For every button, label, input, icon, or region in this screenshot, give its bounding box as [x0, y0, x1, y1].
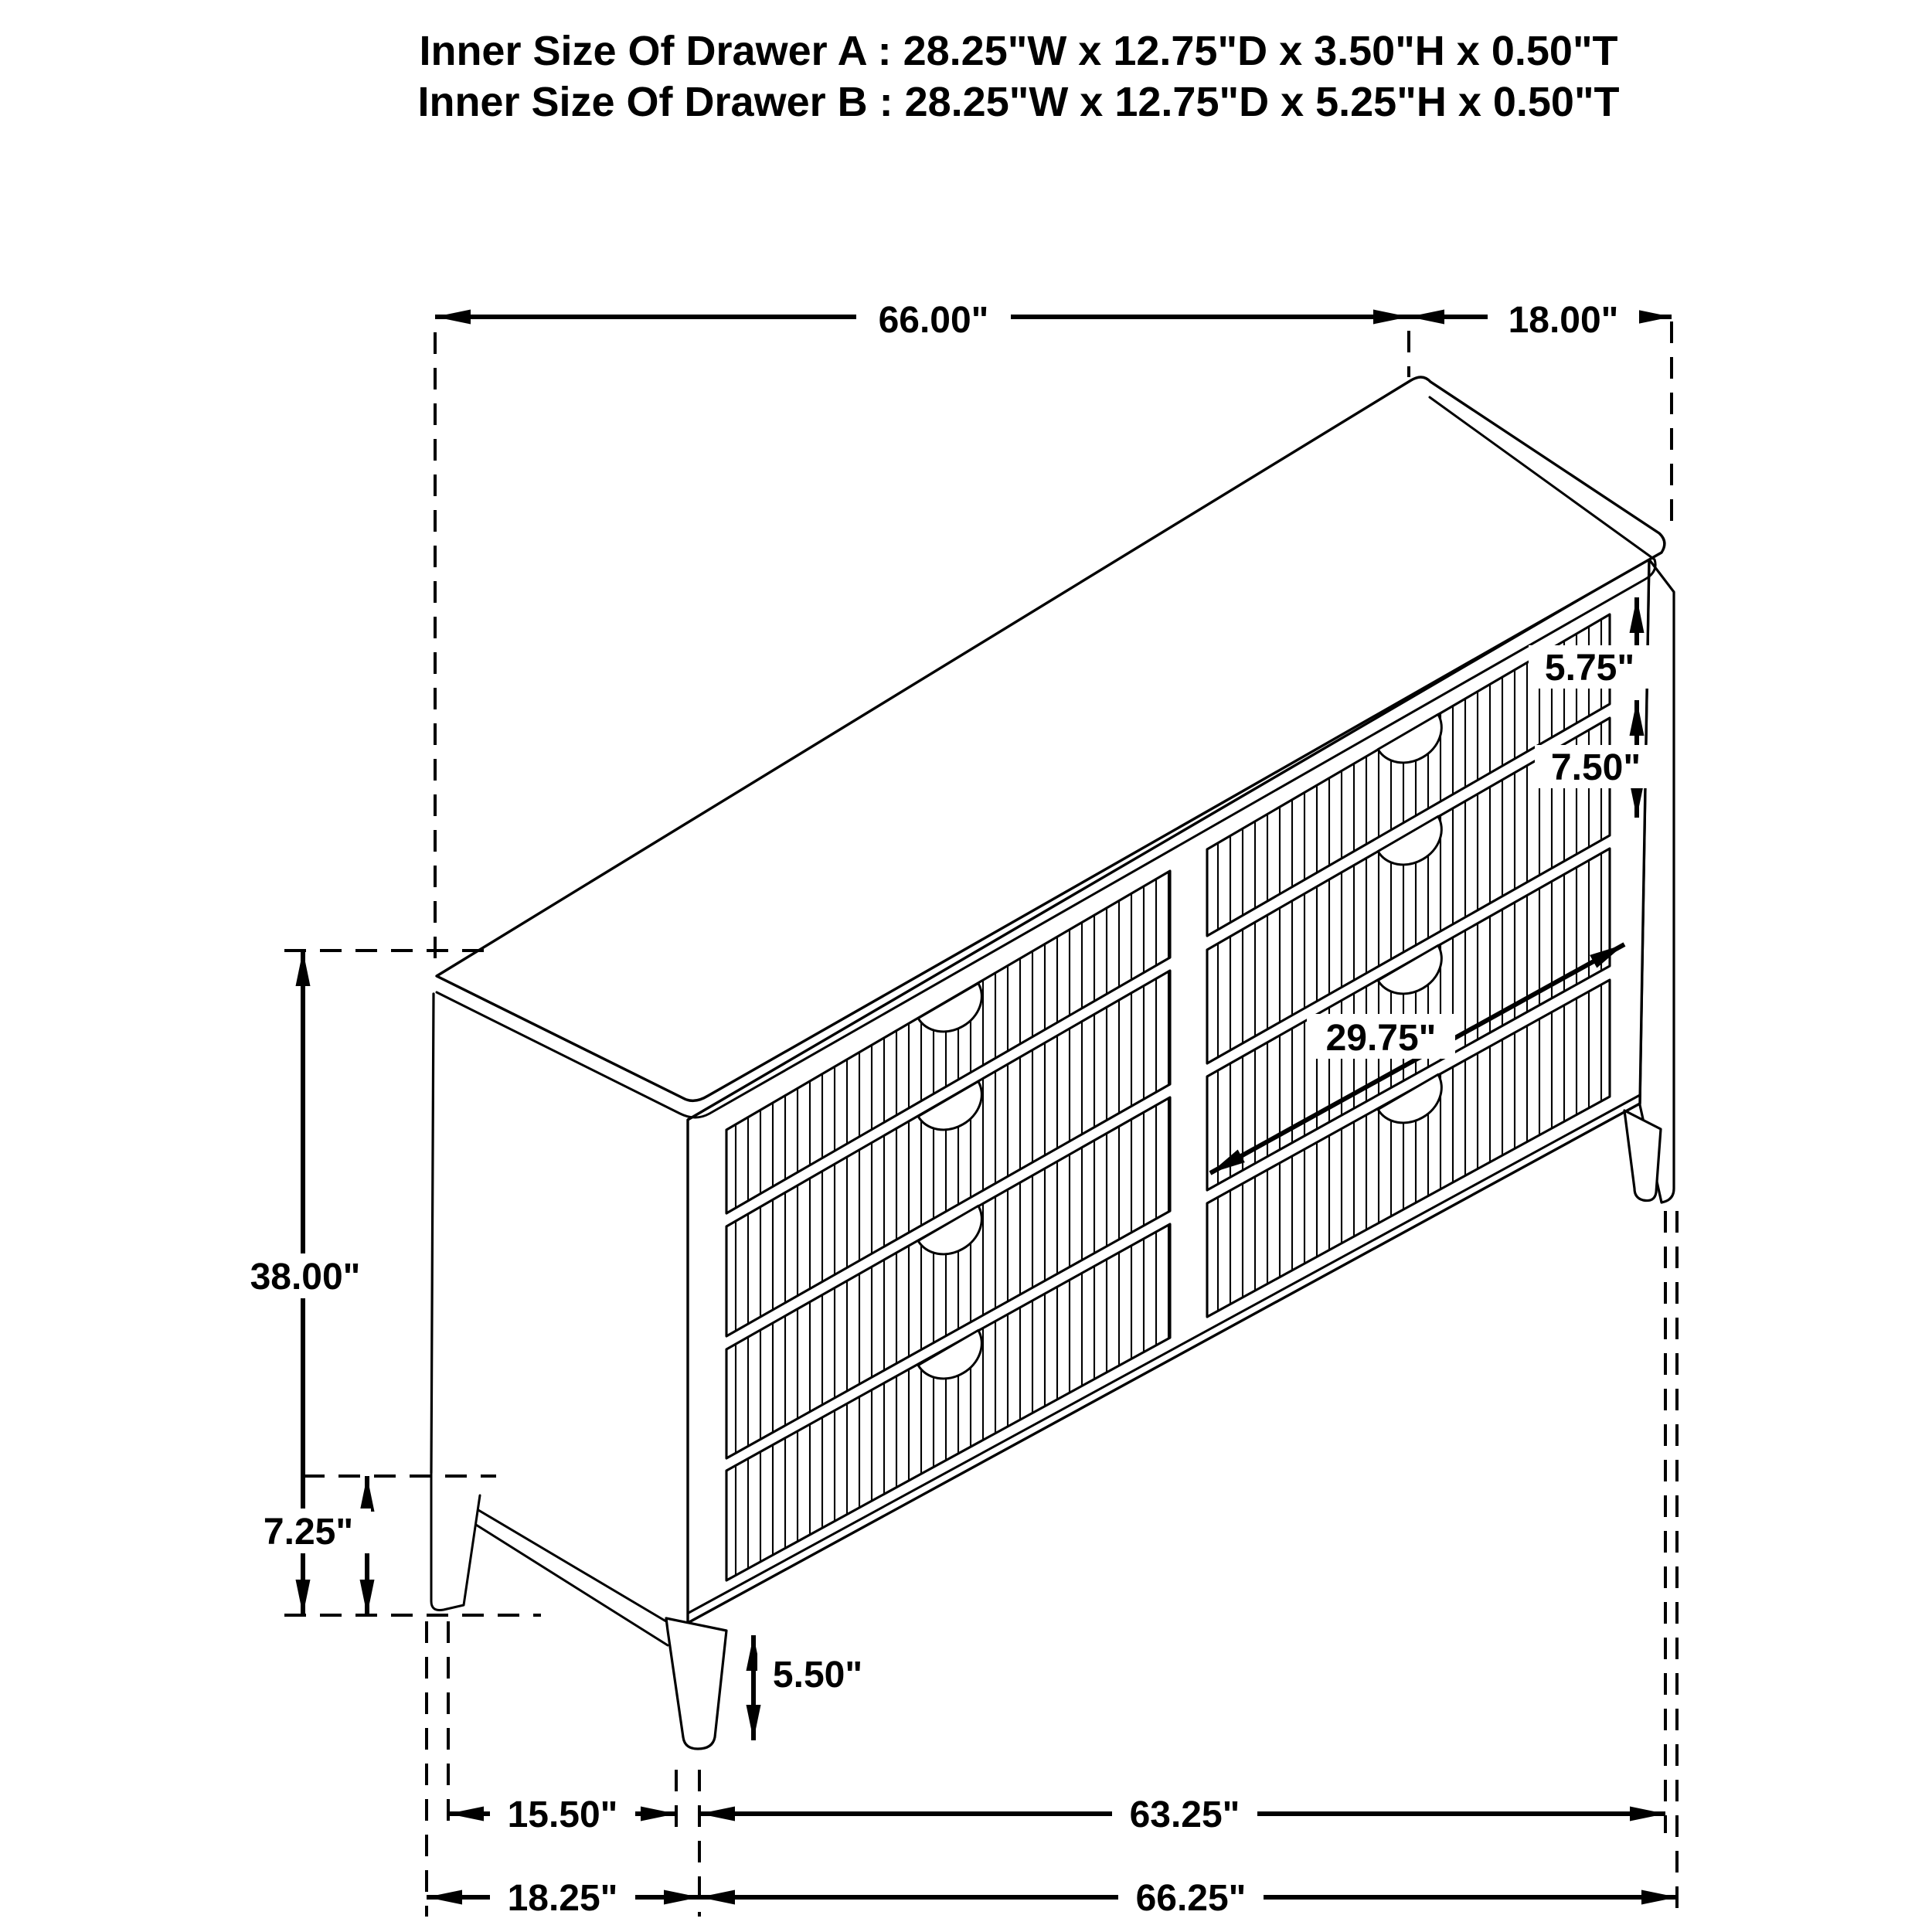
dim-label-drawer-a: 5.75"	[1544, 648, 1635, 689]
dim-label-top-depth: 18.00"	[1508, 300, 1619, 341]
back-left-leg	[431, 1473, 480, 1611]
front-left-leg	[666, 1618, 726, 1749]
title-line-1: Inner Size Of Drawer A : 28.25"W x 12.75"D x 3.50"H x 0.50"T	[419, 28, 1618, 74]
dim-label-base-clearance: 7.25"	[263, 1512, 354, 1553]
dim-label-drawer-width: 29.75"	[1325, 1018, 1437, 1059]
dim-label-overall-depth: 18.25"	[507, 1878, 618, 1919]
dim-label-overall-height: 38.00"	[250, 1257, 361, 1298]
dim-label-drawer-b: 7.50"	[1550, 747, 1641, 788]
left-back-edge	[431, 994, 434, 1473]
dim-label-leg-span: 63.25"	[1129, 1794, 1240, 1835]
title-line-2: Inner Size Of Drawer B : 28.25"W x 12.75"D x 5.25"H x 0.50"T	[417, 79, 1620, 125]
dim-label-overall-width: 66.25"	[1135, 1878, 1247, 1919]
dim-label-top-width: 66.00"	[878, 300, 989, 341]
dim-label-leg-height: 5.50"	[772, 1655, 863, 1696]
dim-label-leg-inset: 15.50"	[507, 1794, 618, 1835]
left-apron-bottom	[457, 1513, 668, 1645]
title-block	[417, 28, 1619, 125]
dresser-drawing	[431, 377, 1674, 1749]
